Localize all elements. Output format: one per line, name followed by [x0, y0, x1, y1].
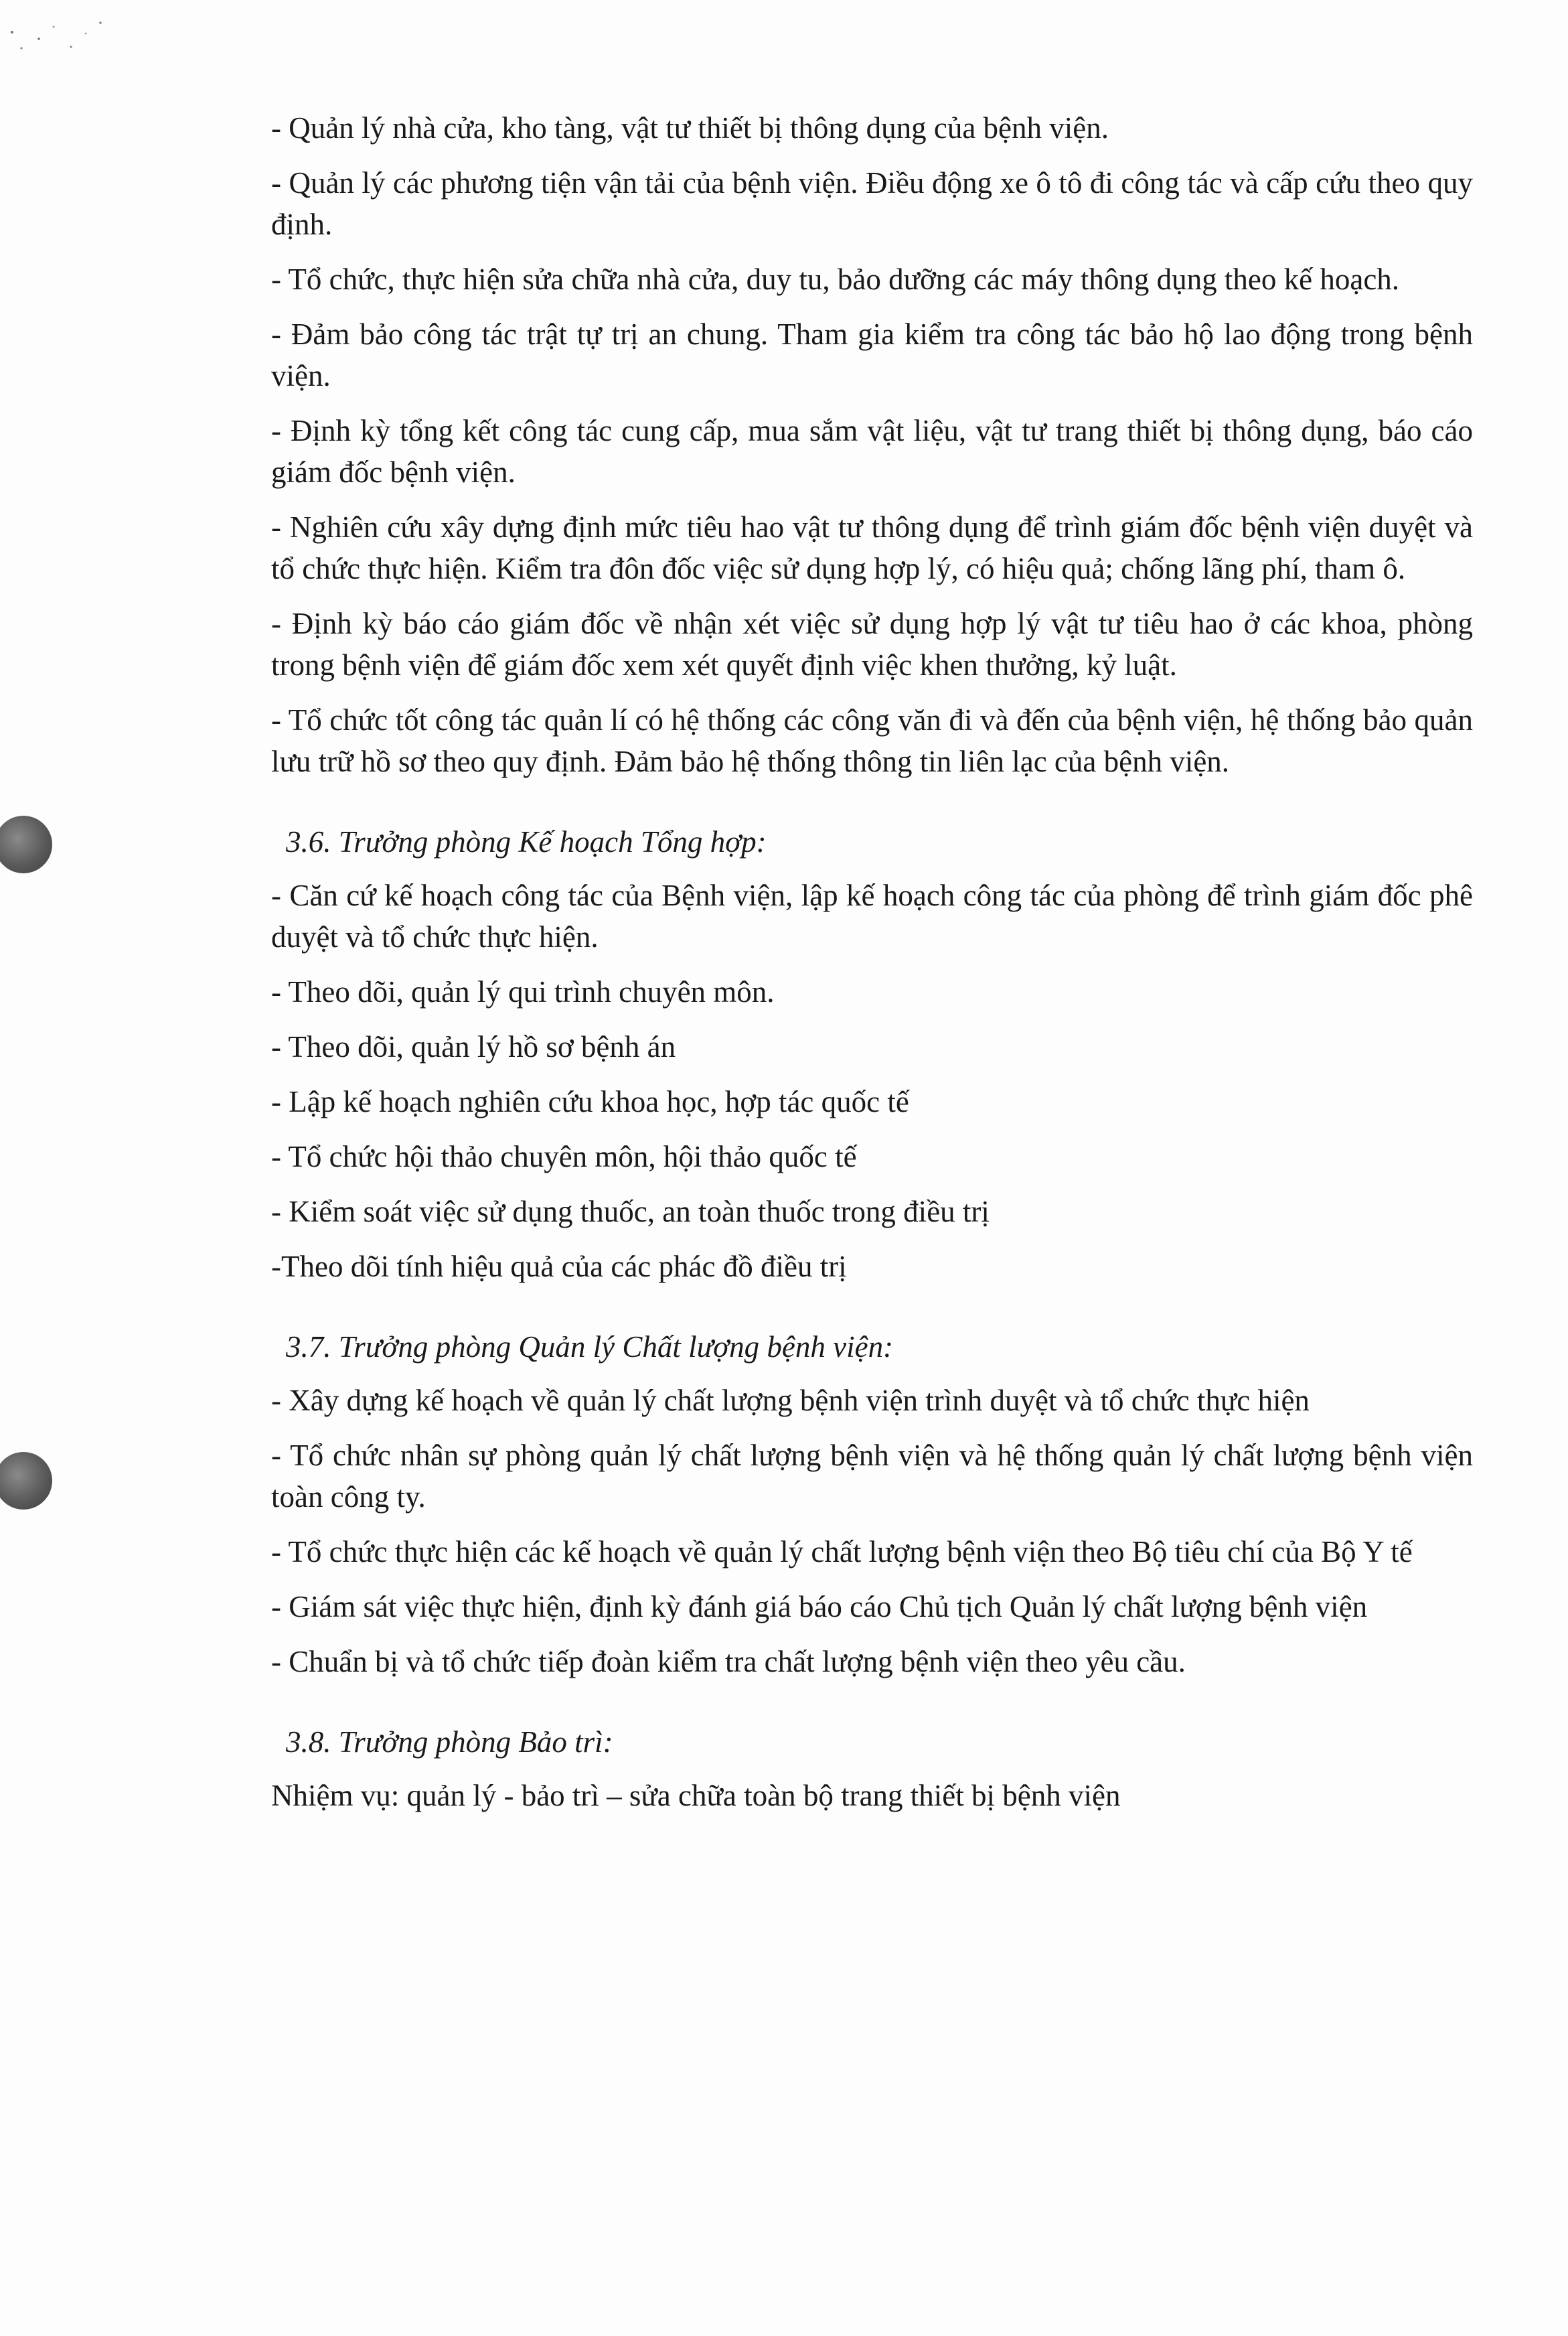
- section-heading: 3.7. Trưởng phòng Quản lý Chất lượng bệnh viện:: [286, 1330, 894, 1364]
- list-item: Nhiệm vụ: quản lý - bảo trì – sửa chữa toàn bộ trang thiết bị bệnh viện: [271, 1779, 1121, 1812]
- list-item: - Định kỳ tổng kết công tác cung cấp, mua sắm vật liệu, vật tư trang thiết bị thông dụng, báo cáo giám đốc bệnh viện.: [271, 414, 1473, 489]
- list-item: -Theo dõi tính hiệu quả của các phác đồ điều trị: [271, 1250, 847, 1283]
- document-body: [271, 107, 1476, 1830]
- list-item: - Lập kế hoạch nghiên cứu khoa học, hợp tác quốc tế: [271, 1085, 909, 1118]
- list-item: - Tổ chức, thực hiện sửa chữa nhà cửa, duy tu, bảo dưỡng các máy thông dụng theo kế hoạch.: [271, 263, 1400, 296]
- list-item: - Đảm bảo công tác trật tự trị an chung. Tham gia kiểm tra công tác bảo hộ lao động trong bệnh viện.: [271, 317, 1473, 392]
- list-item: - Theo dõi, quản lý hồ sơ bệnh án: [271, 1030, 676, 1064]
- punch-hole-upper: [0, 816, 52, 873]
- list-item: - Tổ chức hội thảo chuyên môn, hội thảo quốc tế: [271, 1140, 857, 1173]
- list-item: - Giám sát việc thực hiện, định kỳ đánh giá báo cáo Chủ tịch Quản lý chất lượng bệnh viện: [271, 1590, 1368, 1623]
- list-item: - Tổ chức nhân sự phòng quản lý chất lượng bệnh viện và hệ thống quản lý chất lượng bệnh viện toàn công ty.: [271, 1439, 1473, 1514]
- list-item: - Theo dõi, quản lý qui trình chuyên môn.: [271, 975, 775, 1009]
- list-item: - Định kỳ báo cáo giám đốc về nhận xét việc sử dụng hợp lý vật tư tiêu hao ở các khoa, phòng trong bệnh viện để giám đốc xem xét quyết định việc khen thưởng, kỷ luật.: [271, 607, 1473, 682]
- section-heading: 3.6. Trưởng phòng Kế hoạch Tổng hợp:: [286, 825, 767, 859]
- section-heading: 3.8. Trưởng phòng Bảo trì:: [286, 1725, 613, 1759]
- section-3-6: [271, 821, 1476, 1287]
- punch-hole-lower: [0, 1452, 52, 1510]
- scan-specks: [7, 13, 114, 67]
- duties-list-continued: [271, 107, 1476, 782]
- list-item: - Căn cứ kế hoạch công tác của Bệnh viện, lập kế hoạch công tác của phòng để trình giám đốc phê duyệt và tổ chức thực hiện.: [271, 879, 1473, 954]
- list-item: - Xây dựng kế hoạch về quản lý chất lượng bệnh viện trình duyệt và tổ chức thực hiện: [271, 1384, 1310, 1417]
- section-3-8: [271, 1721, 1476, 1816]
- list-item: - Quản lý các phương tiện vận tải của bệnh viện. Điều động xe ô tô đi công tác và cấp cứu theo quy định.: [271, 166, 1473, 241]
- list-item: - Chuẩn bị và tổ chức tiếp đoàn kiểm tra chất lượng bệnh viện theo yêu cầu.: [271, 1645, 1186, 1678]
- list-item: - Quản lý nhà cửa, kho tàng, vật tư thiết bị thông dụng của bệnh viện.: [271, 111, 1109, 145]
- list-item: - Tổ chức tốt công tác quản lí có hệ thống các công văn đi và đến của bệnh viện, hệ thống bảo quản lưu trữ hồ sơ theo quy định. Đảm bảo hệ thống thông tin liên lạc của bệnh viện.: [271, 703, 1473, 778]
- list-item: - Kiểm soát việc sử dụng thuốc, an toàn thuốc trong điều trị: [271, 1195, 990, 1228]
- list-item: - Nghiên cứu xây dựng định mức tiêu hao vật tư thông dụng để trình giám đốc bệnh viện duyệt và tổ chức thực hiện. Kiểm tra đôn đốc việc sử dụng hợp lý, có hiệu quả; chống lãng phí, tham ô.: [271, 510, 1473, 585]
- section-3-7: [271, 1326, 1476, 1682]
- list-item: - Tổ chức thực hiện các kế hoạch về quản lý chất lượng bệnh viện theo Bộ tiêu chí của Bộ Y tế: [271, 1535, 1413, 1568]
